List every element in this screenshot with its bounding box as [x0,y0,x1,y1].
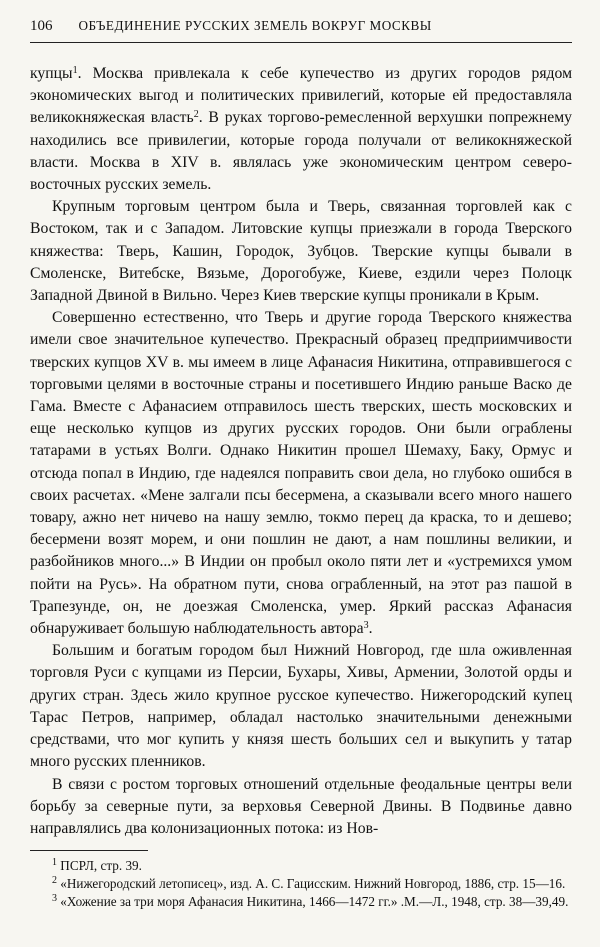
running-header [30,18,572,43]
paragraph-3: Совершенно естественно, что Тверь и другие города Тверского княжества имели свое значительное купечество. Прекрасный образец предприимчивости тверских купцов XV в. мы имеем в лице Афанасия Никитина, отправившегося с торговыми целями в восточные страны и посетившего Индию раньше Васко де Гама. Вместе с Афанасием отправилось шесть тверских, шесть московских и еще несколько купцов из других русских городов. Они были ограблены татарами в устьях Волги. Однако Никитин прошел Шемаху, Баку, Ормус и отсюда попал в Индию, где надеялся поправить свои дела, но глубоко ошибся в своих расчетах. «Мене залгали псы бесермена, а сказывали всего много нашего товару, ажно нет ничево на нашу землю, токмо перец да краска, то и дешево; бесермени возят морем, и они пошлин не дают, а нам пошлины великии, и разбойников много...» В Индии он пробыл около пяти лет и «устремихся умом пойти на Русь». На обратном пути, снова ограбленный, на этот раз пашой в Трапезунде, он, не доезжая Смоленска, умер. Яркий рассказ Афанасия обнаруживает большую наблюдательность автора$^3$. [30,309,572,638]
page-number: 106 [30,18,53,34]
footnotes [30,857,572,911]
footnote-ref-1: 1 [72,65,78,76]
footnote-1: $^1$ ПСРЛ, стр. 39. [52,857,142,874]
footnote-3: $^3$ «Хожение за три моря Афанасия Никитина, 1466—1472 гг.» .М.—Л., 1948, стр. 38—39,49. [52,893,569,910]
paragraph-1: купцы$^1$. Москва привлекала к себе купечество из других городов рядом экономических выгод и политических привилегий, которые ей предоставляла великокняжеская власть$^2$. В руках торгово-ремесленной верхушки попрежнему находились все привилегии, которые города получали от великокняжеской власти. Москва в XIV в. являлась уже экономическим центром северо-восточных русских земель. [30,65,572,194]
footnote-2: $^2$ «Нижегородский летописец», изд. А. С. Гацисским. Нижний Новгород, 1886, стр. 15—16. [52,875,566,892]
paragraph-4: Большим и богатым городом был Нижний Новгород, где шла оживленная торговля Руси с купцами из Персии, Бухары, Хивы, Армении, Золотой орды и других стран. Здесь жило крупное русское купечество. Нижегородский купец Тарас Петров, например, обладал настолько значительными денежными средствами, что мог купить у князя шесть больших сел и выкупить у татар много русских пленников. [30,642,572,771]
paragraph-5: В связи с ростом торговых отношений отдельные феодальные центры вели борьбу за северные пути, за верховья Северной Двины. В Подвинье давно направлялись два колонизационных потока: из Нов- [30,775,572,837]
footnote-ref-3: 3 [363,620,369,632]
footnote-ref-2: 2 [193,109,199,121]
running-title: ОБЪЕДИНЕНИЕ РУССКИХ ЗЕМЕЛЬ ВОКРУГ МОСКВЫ [78,18,432,33]
footnote-divider [30,850,148,851]
paragraph-2: Крупным торговым центром была и Тверь, связанная торговлей как с Востоком, так и с Западом. Литовские купцы приезжали в города Тверского княжества: Тверь, Кашин, Городок, Зубцов. Тверские купцы бывали в Смоленске, Витебске, Вязьме, Дорогобуже, Киеве, ездили через Полоцк Западной Двиной в Вильно. Через Киев тверские купцы проникали в Крым. [30,198,572,305]
main-text [30,63,572,840]
